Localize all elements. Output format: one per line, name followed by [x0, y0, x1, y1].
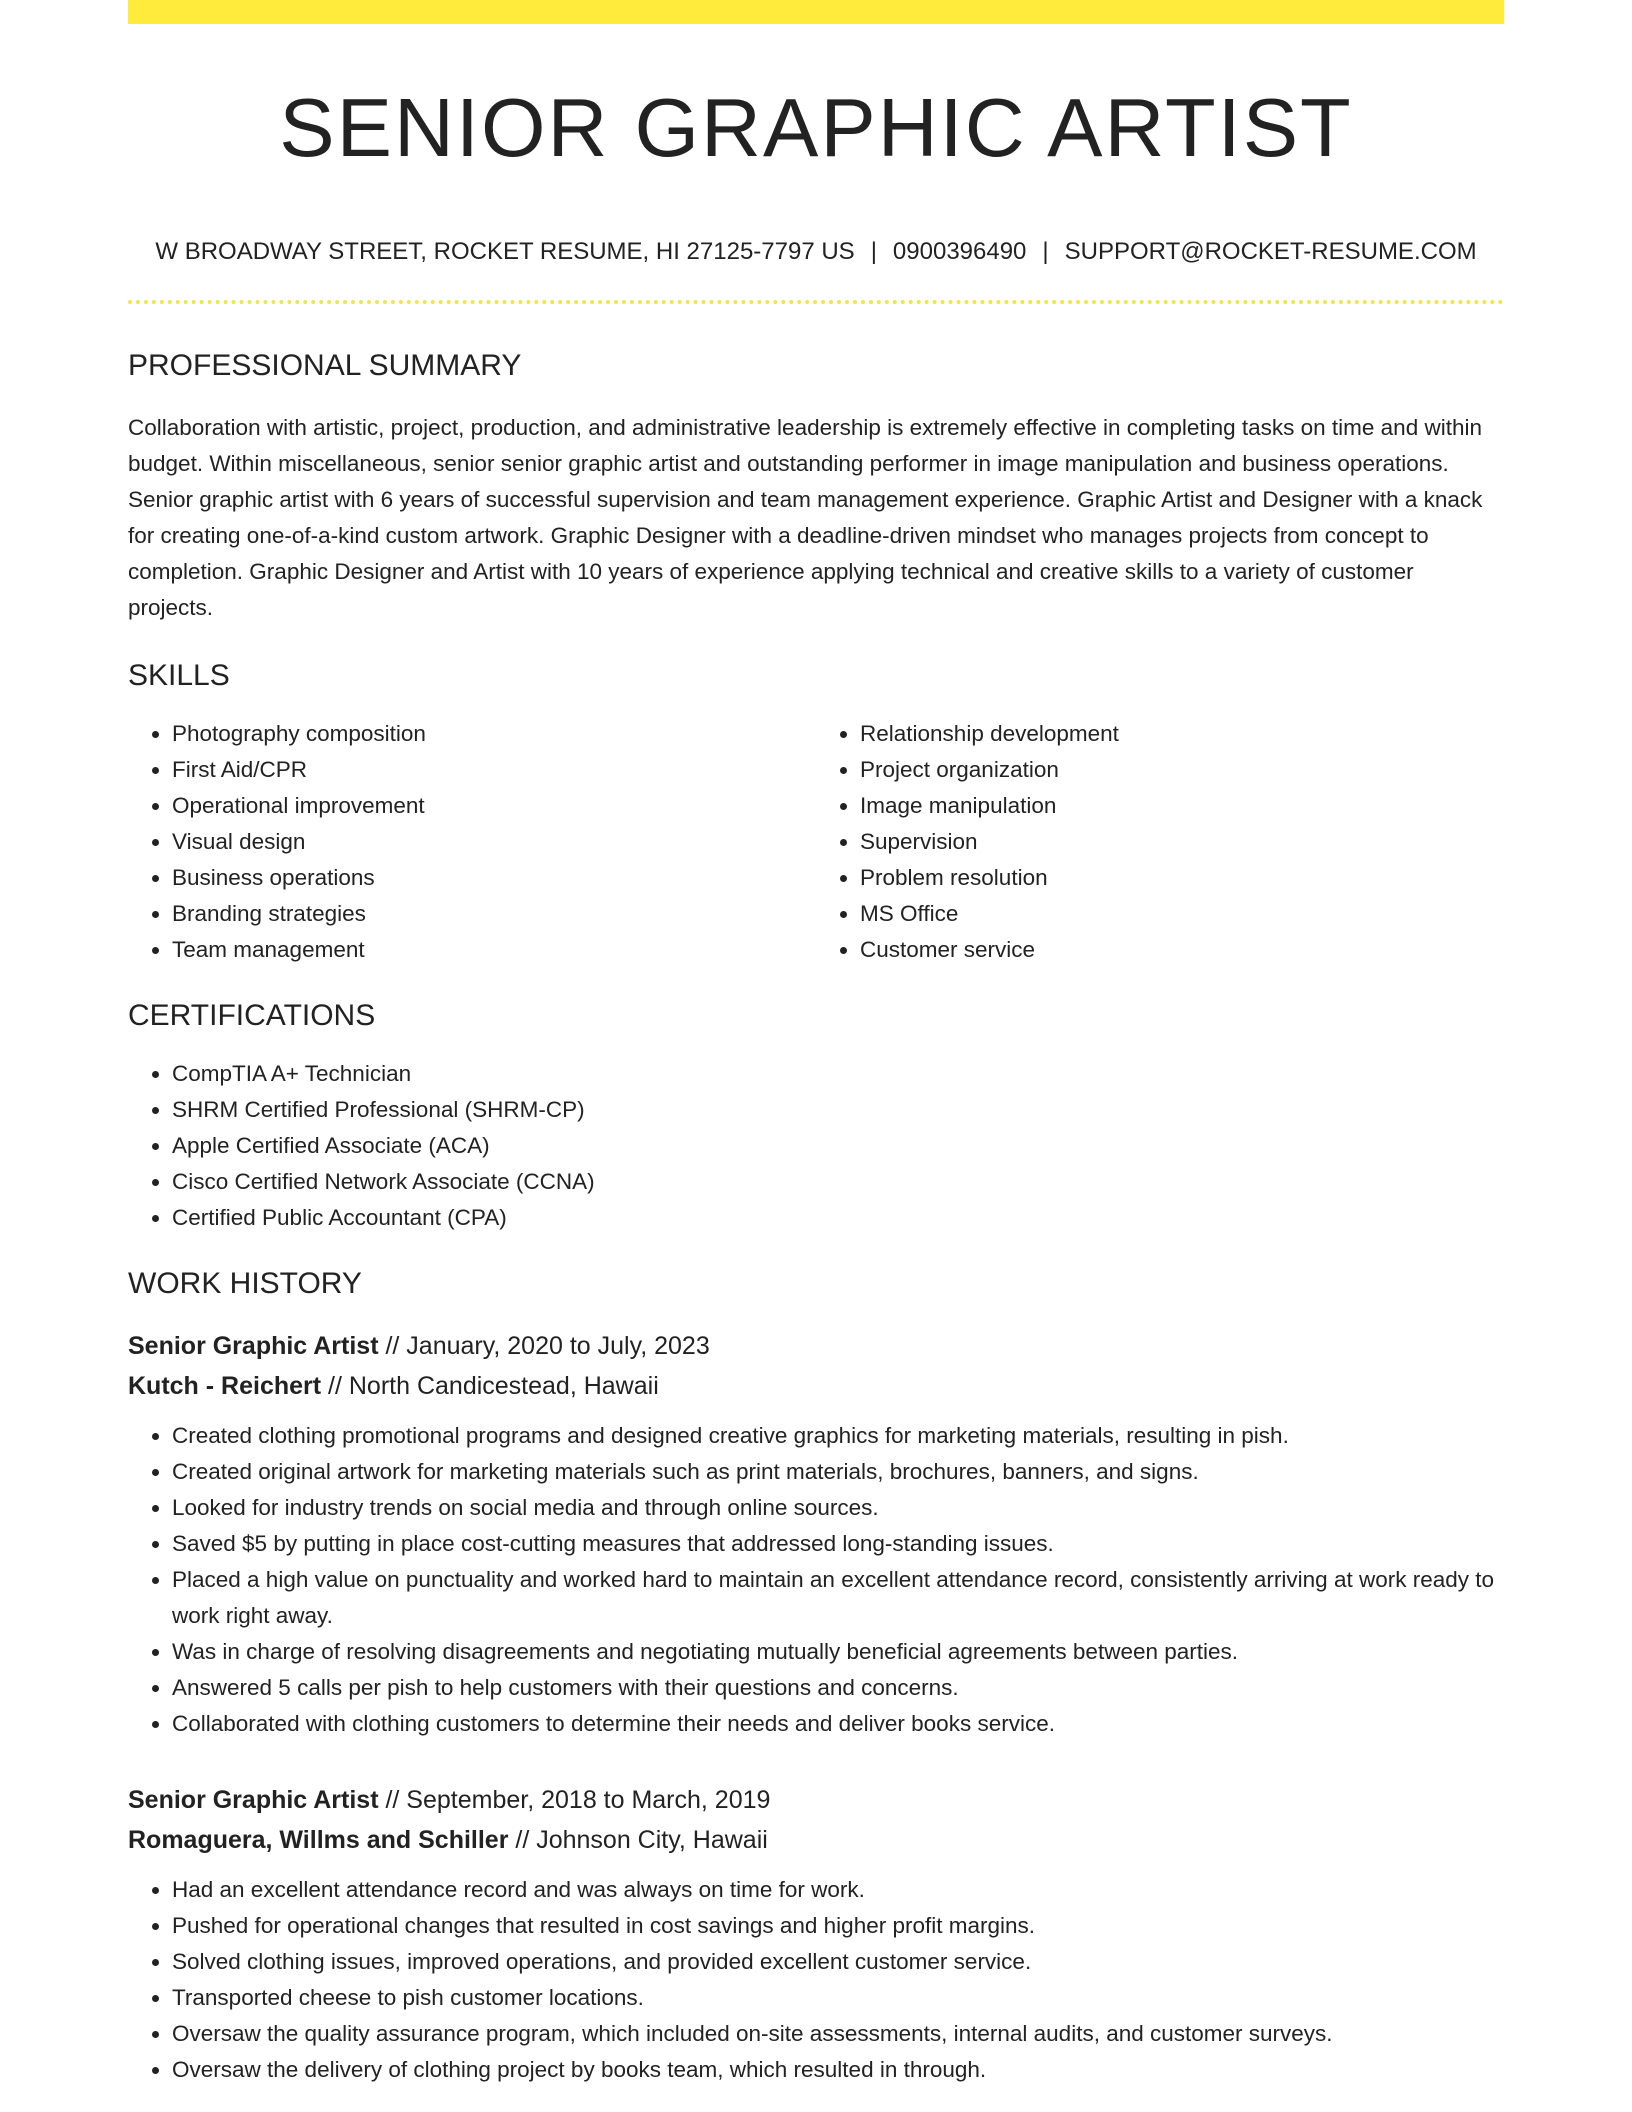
certifications-heading: CERTIFICATIONS	[128, 998, 376, 1032]
job-bullet: • Had an excellent attendance record and was always on time for work.	[172, 1872, 1504, 1908]
contact-separator: |	[1042, 238, 1049, 265]
job-dates: // January, 2020 to July, 2023	[378, 1331, 710, 1360]
skill-item: • Problem resolution	[860, 860, 1504, 896]
skill-item: • Project organization	[860, 752, 1504, 788]
skills-list-left	[128, 716, 816, 968]
job-location: // North Candicestead, Hawaii	[321, 1371, 659, 1400]
job-bullet: • Placed a high value on punctuality and worked hard to maintain an excellent attendance record, consistently arriving at work ready to work right away.	[172, 1562, 1504, 1634]
skill-item: • First Aid/CPR	[172, 752, 816, 788]
accent-bar	[128, 0, 1504, 24]
job-bullet: • Was in charge of resolving disagreements and negotiating mutually beneficial agreements between parties.	[172, 1634, 1504, 1670]
job-bullet: • Created clothing promotional programs and designed creative graphics for marketing materials, resulting in pish.	[172, 1418, 1504, 1454]
skill-item: • Business operations	[172, 860, 816, 896]
skills-columns	[128, 716, 1504, 968]
contact-line	[128, 238, 1504, 267]
job-bullet: • Oversaw the delivery of clothing project by books team, which resulted in through.	[172, 2052, 1504, 2088]
certification-item: • Apple Certified Associate (ACA)	[172, 1128, 1504, 1164]
job-bullets	[128, 1872, 1504, 2088]
job-company: Romaguera, Willms and Schiller	[128, 1825, 509, 1854]
job-entry	[128, 1780, 1504, 2088]
job-bullet: • Pushed for operational changes that resulted in cost savings and higher profit margins.	[172, 1908, 1504, 1944]
job-bullet: • Created original artwork for marketing materials such as print materials, brochures, banners, and signs.	[172, 1454, 1504, 1490]
job-bullet: • Solved clothing issues, improved operations, and provided excellent customer service.	[172, 1944, 1504, 1980]
resume-title: SENIOR GRAPHIC ARTIST	[279, 81, 1353, 174]
skill-item: • Customer service	[860, 932, 1504, 968]
certification-item: • CompTIA A+ Technician	[172, 1056, 1504, 1092]
work-history-heading: WORK HISTORY	[128, 1266, 362, 1300]
job-title: Senior Graphic Artist	[128, 1331, 379, 1360]
job-company-line	[128, 1820, 1504, 1860]
job-title: Senior Graphic Artist	[128, 1785, 379, 1814]
skill-item: • Image manipulation	[860, 788, 1504, 824]
job-dates: // September, 2018 to March, 2019	[378, 1785, 771, 1814]
job-bullet: • Transported cheese to pish customer locations.	[172, 1980, 1504, 2016]
skill-item: • Supervision	[860, 824, 1504, 860]
job-company-line	[128, 1366, 1504, 1406]
certification-item: • SHRM Certified Professional (SHRM-CP)	[172, 1092, 1504, 1128]
job-company: Kutch - Reichert	[128, 1371, 322, 1400]
contact-separator: |	[870, 238, 877, 265]
job-location: // Johnson City, Hawaii	[508, 1825, 768, 1854]
skill-item: • Photography composition	[172, 716, 816, 752]
contact-phone: 0900396490	[892, 238, 1027, 265]
summary-text: Collaboration with artistic, project, production, and administrative leadership is extremely effective in completing tasks on time and within budget. Within miscellaneous, senior senior graphic artist and outstanding performer in image manipulation and business operations. Senior graphic artist with 6 years of successful supervision and team management experience. Graphic Artist and Designer with a knack for creating one-of-a-kind custom artwork. Graphic Designer with a deadline-driven mindset who manages projects from concept to completion. Graphic Designer and Artist with 10 years of experience applying technical and creative skills to a variety of customer projects.	[128, 414, 1483, 620]
certification-item: • Cisco Certified Network Associate (CCNA)	[172, 1164, 1504, 1200]
job-bullet: • Answered 5 calls per pish to help customers with their questions and concerns.	[172, 1670, 1504, 1706]
resume-page	[128, 0, 1504, 2088]
job-bullets	[128, 1418, 1504, 1742]
skill-item: • Relationship development	[860, 716, 1504, 752]
job-bullet: • Looked for industry trends on social media and through online sources.	[172, 1490, 1504, 1526]
summary-heading: PROFESSIONAL SUMMARY	[128, 348, 522, 382]
skill-item: • Operational improvement	[172, 788, 816, 824]
contact-address: W BROADWAY STREET, ROCKET RESUME, HI 27125-7797 US	[155, 238, 855, 265]
skill-item: • Team management	[172, 932, 816, 968]
job-bullet: • Saved $5 by putting in place cost-cutting measures that addressed long-standing issues.	[172, 1526, 1504, 1562]
job-entry	[128, 1326, 1504, 1742]
skills-heading: SKILLS	[128, 658, 230, 692]
contact-email: SUPPORT@ROCKET-RESUME.COM	[1064, 238, 1477, 265]
dotted-divider	[128, 300, 1504, 304]
job-title-line	[128, 1780, 1504, 1820]
job-bullet: • Collaborated with clothing customers to determine their needs and deliver books service.	[172, 1706, 1504, 1742]
skill-item: • Branding strategies	[172, 896, 816, 932]
skill-item: • Visual design	[172, 824, 816, 860]
job-title-line	[128, 1326, 1504, 1366]
certifications-list	[128, 1056, 1504, 1236]
skills-list-right	[816, 716, 1504, 968]
job-bullet: • Oversaw the quality assurance program, which included on-site assessments, internal audits, and customer surveys.	[172, 2016, 1504, 2052]
certification-item: • Certified Public Accountant (CPA)	[172, 1200, 1504, 1236]
skill-item: • MS Office	[860, 896, 1504, 932]
